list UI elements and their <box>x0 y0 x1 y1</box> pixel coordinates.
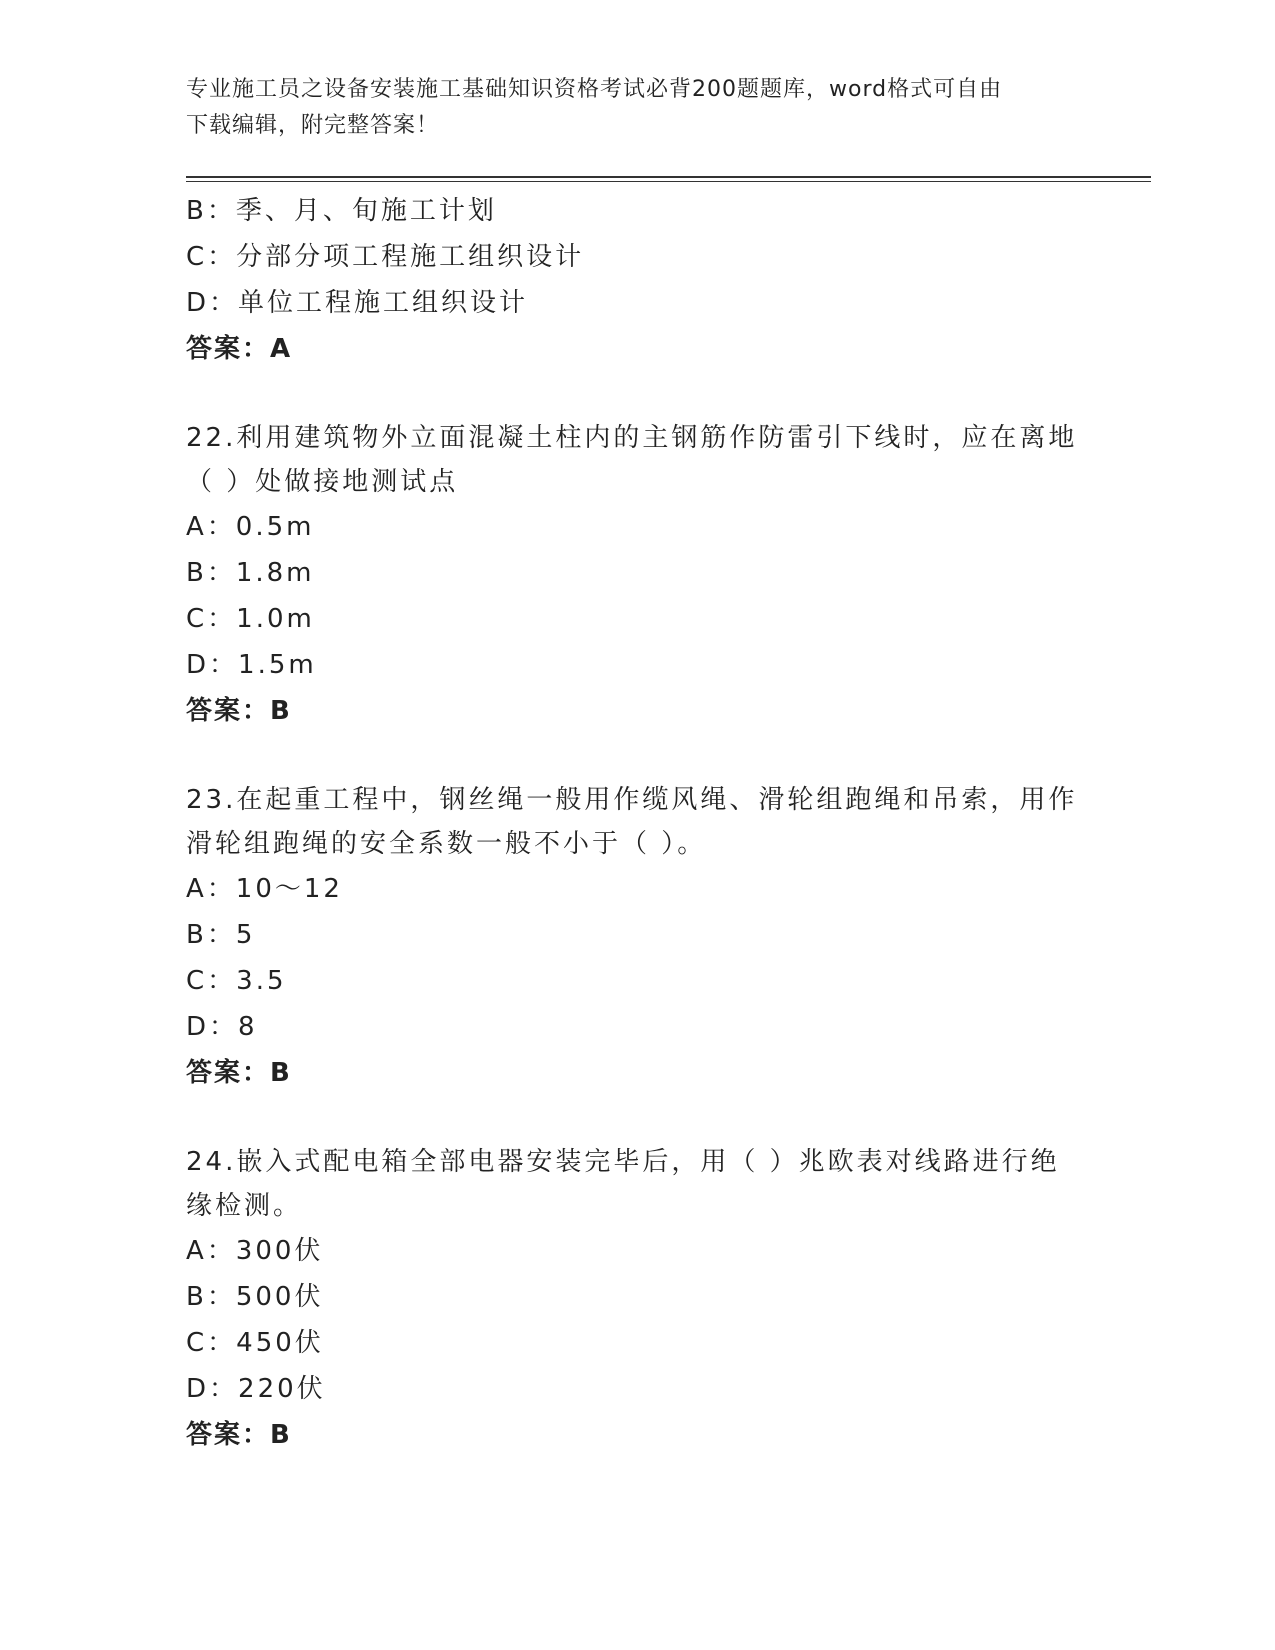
option-a: A：0.5m <box>186 512 315 542</box>
option-c: C：450伏 <box>186 1328 324 1358</box>
answer-label: 答案：B <box>186 696 292 726</box>
question-22 <box>186 416 1146 734</box>
header-line-2: 下载编辑，附完整答案！ <box>186 113 440 138</box>
question-23 <box>186 778 1146 1096</box>
option-d: D：1.5m <box>186 650 317 680</box>
option-d: D：220伏 <box>186 1374 326 1404</box>
question-text: 22.利用建筑物外立面混凝土柱内的主钢筋作防雷引下线时，应在离地（ ）处做接地测试点 <box>186 423 1078 497</box>
question-24 <box>186 1140 1146 1458</box>
option-a: A：300伏 <box>186 1236 324 1266</box>
option-d: D：单位工程施工组织设计 <box>186 288 529 318</box>
header-line-1: 专业施工员之设备安装施工基础知识资格考试必背200题题库，word格式可自由 <box>186 77 1003 102</box>
option-c: C：分部分项工程施工组织设计 <box>186 242 585 272</box>
partial-question <box>186 188 1146 372</box>
option-b: B：5 <box>186 920 256 950</box>
answer-label: 答案：B <box>186 1058 292 1088</box>
option-b: B：1.8m <box>186 558 315 588</box>
option-b: B：季、月、旬施工计划 <box>186 196 497 226</box>
question-text: 23.在起重工程中，钢丝绳一般用作缆风绳、滑轮组跑绳和吊索，用作滑轮组跑绳的安全系数一般不小于（ ）。 <box>186 785 1078 859</box>
answer-label: 答案：A <box>186 334 293 364</box>
option-a: A：10～12 <box>186 874 343 904</box>
question-text: 24.嵌入式配电箱全部电器安装完毕后，用（ ）兆欧表对线路进行绝缘检测。 <box>186 1147 1060 1221</box>
header-divider-thick <box>186 176 1151 178</box>
option-b: B：500伏 <box>186 1282 324 1312</box>
header-divider-thin <box>186 181 1151 182</box>
option-d: D：8 <box>186 1012 258 1042</box>
document-header <box>186 72 1086 144</box>
question-list <box>186 188 1146 1458</box>
option-c: C：3.5 <box>186 966 287 996</box>
answer-label: 答案：B <box>186 1420 292 1450</box>
option-c: C：1.0m <box>186 604 315 634</box>
